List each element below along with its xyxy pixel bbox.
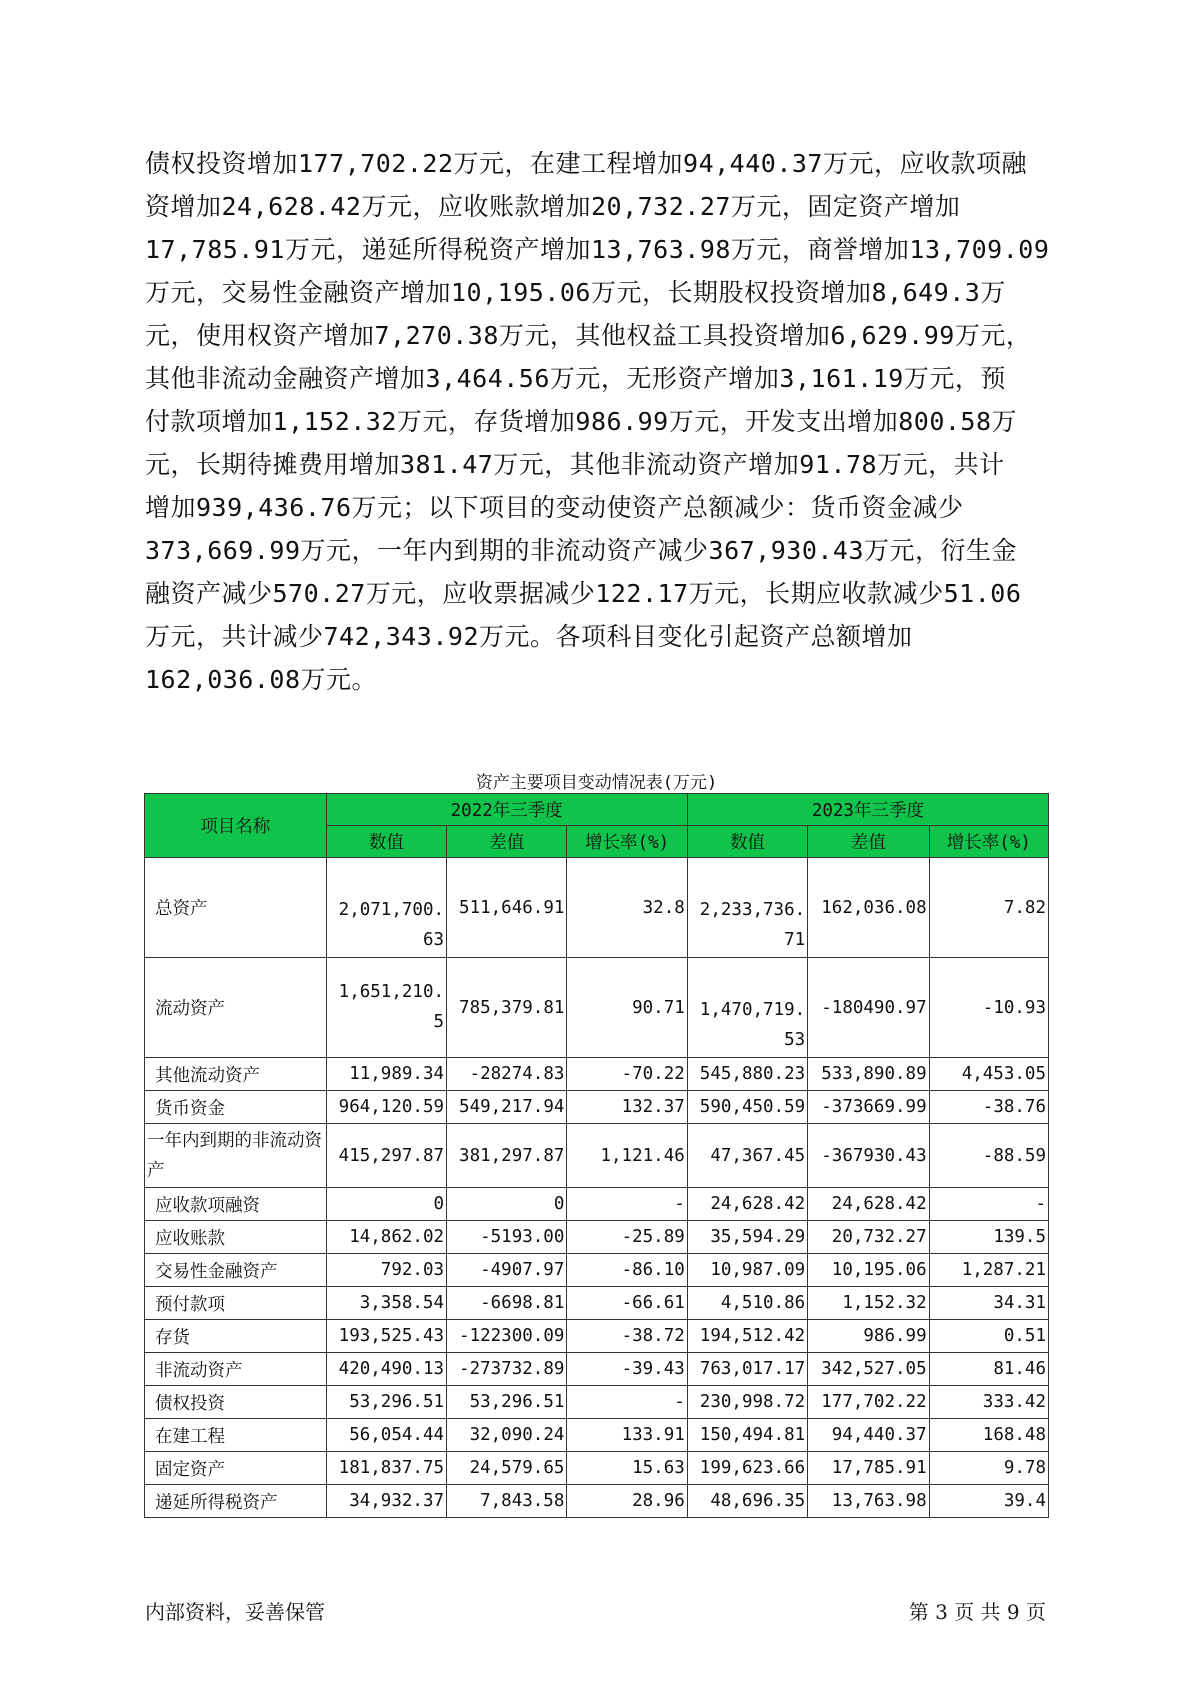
asset-change-table	[144, 793, 1049, 1518]
paragraph-line: 资增加24,628.42万元，应收账款增加20,732.27万元，固定资产增加	[145, 192, 961, 221]
row-item-name: 预付款项	[145, 1287, 327, 1320]
footer-confidential: 内部资料，妥善保管	[145, 1600, 325, 1624]
cell-d22: -122300.09	[447, 1320, 567, 1353]
cell-r23: -	[929, 1188, 1048, 1221]
cell-d22: 7,843.58	[447, 1485, 567, 1518]
cell-r22: -38.72	[567, 1320, 687, 1353]
cell-v22: 14,862.02	[326, 1221, 446, 1254]
cell-v22: 34,932.37	[326, 1485, 446, 1518]
cell-d22: -28274.83	[447, 1058, 567, 1091]
cell-d23: 342,527.05	[808, 1353, 929, 1386]
paragraph-line: 债权投资增加177,702.22万元，在建工程增加94,440.37万元，应收款项融	[145, 149, 1027, 178]
cell-r22: -70.22	[567, 1058, 687, 1091]
cell-v23: 545,880.23	[687, 1058, 807, 1091]
paragraph-line: 17,785.91万元，递延所得税资产增加13,763.98万元，商誉增加13,709.09	[145, 235, 1050, 264]
cell-v23: 24,628.42	[687, 1188, 807, 1221]
header-rate-2022: 增长率(%)	[567, 826, 687, 858]
table-row	[145, 1221, 1049, 1254]
cell-d23: 1,152.32	[808, 1287, 929, 1320]
cell-d22: 549,217.94	[447, 1091, 567, 1124]
table-caption: 资产主要项目变动情况表(万元)	[475, 773, 718, 793]
header-value-2023: 数值	[687, 826, 807, 858]
cell-r23: 333.42	[929, 1386, 1048, 1419]
cell-d22: -6698.81	[447, 1287, 567, 1320]
header-diff-2022: 差值	[447, 826, 567, 858]
row-item-name: 存货	[145, 1320, 327, 1353]
cell-d23: 20,732.27	[808, 1221, 929, 1254]
row-item-name: 总资产	[145, 858, 327, 958]
table-row	[145, 1058, 1049, 1091]
cell-d22: 24,579.65	[447, 1452, 567, 1485]
cell-r22: 15.63	[567, 1452, 687, 1485]
cell-r23: -10.93	[929, 958, 1048, 1058]
cell-r23: 7.82	[929, 858, 1048, 958]
cell-r23: 81.46	[929, 1353, 1048, 1386]
cell-r22: 90.71	[567, 958, 687, 1058]
cell-d22: 53,296.51	[447, 1386, 567, 1419]
cell-v23: 4,510.86	[687, 1287, 807, 1320]
header-period-2022: 2022年三季度	[326, 794, 687, 826]
table-row	[145, 1124, 1049, 1188]
table-row	[145, 1254, 1049, 1287]
paragraph-line: 其他非流动金融资产增加3,464.56万元，无形资产增加3,161.19万元，预	[145, 364, 1006, 393]
paragraph-line: 付款项增加1,152.32万元，存货增加986.99万元，开发支出增加800.58万	[145, 407, 1018, 436]
cell-r22: -25.89	[567, 1221, 687, 1254]
header-diff-2023: 差值	[808, 826, 929, 858]
paragraph-line: 元，使用权资产增加7,270.38万元，其他权益工具投资增加6,629.99万元，	[145, 321, 1032, 350]
cell-v22: 415,297.87	[326, 1124, 446, 1188]
cell-r22: 132.37	[567, 1091, 687, 1124]
header-item-name: 项目名称	[145, 794, 327, 858]
cell-d23: 94,440.37	[808, 1419, 929, 1452]
row-item-name: 债权投资	[145, 1386, 327, 1419]
cell-v22: 11,989.34	[326, 1058, 446, 1091]
cell-r22: -39.43	[567, 1353, 687, 1386]
cell-r22: -66.61	[567, 1287, 687, 1320]
cell-r23: 1,287.21	[929, 1254, 1048, 1287]
cell-r22: 1,121.46	[567, 1124, 687, 1188]
table-row	[145, 858, 1049, 958]
cell-v22: 792.03	[326, 1254, 446, 1287]
row-item-name: 货币资金	[145, 1091, 327, 1124]
cell-v22: 53,296.51	[326, 1386, 446, 1419]
row-item-name: 交易性金融资产	[145, 1254, 327, 1287]
row-item-name: 在建工程	[145, 1419, 327, 1452]
cell-d23: 986.99	[808, 1320, 929, 1353]
cell-d22: 0	[447, 1188, 567, 1221]
cell-r22: 133.91	[567, 1419, 687, 1452]
cell-d23: 162,036.08	[808, 858, 929, 958]
row-item-name: 应收款项融资	[145, 1188, 327, 1221]
cell-v22: 420,490.13	[326, 1353, 446, 1386]
cell-r23: 139.5	[929, 1221, 1048, 1254]
paragraph-line: 增加939,436.76万元；以下项目的变动使资产总额减少：货币资金减少	[145, 493, 964, 522]
paragraph-line: 373,669.99万元，一年内到期的非流动资产减少367,930.43万元，衍生金	[145, 536, 1018, 565]
paragraph-line: 万元，交易性金融资产增加10,195.06万元，长期股权投资增加8,649.3万	[145, 278, 1006, 307]
cell-v23: 230,998.72	[687, 1386, 807, 1419]
cell-r22: 32.8	[567, 858, 687, 958]
cell-v22: 193,525.43	[326, 1320, 446, 1353]
cell-r22: -	[567, 1386, 687, 1419]
cell-d22: 511,646.91	[447, 858, 567, 958]
table-row	[145, 958, 1049, 1058]
cell-d22: -273732.89	[447, 1353, 567, 1386]
table-row	[145, 1452, 1049, 1485]
cell-v23: 590,450.59	[687, 1091, 807, 1124]
cell-d22: 32,090.24	[447, 1419, 567, 1452]
cell-d23: -367930.43	[808, 1124, 929, 1188]
cell-d23: 13,763.98	[808, 1485, 929, 1518]
cell-v22: 0	[326, 1188, 446, 1221]
cell-v22: 56,054.44	[326, 1419, 446, 1452]
cell-r23: 0.51	[929, 1320, 1048, 1353]
paragraph-line: 万元，共计减少742,343.92万元。各项科目变化引起资产总额增加	[145, 622, 913, 651]
cell-d22: 785,379.81	[447, 958, 567, 1058]
cell-r22: -86.10	[567, 1254, 687, 1287]
cell-d23: 10,195.06	[808, 1254, 929, 1287]
table-row	[145, 1419, 1049, 1452]
cell-r23: 39.4	[929, 1485, 1048, 1518]
cell-d22: -4907.97	[447, 1254, 567, 1287]
footer-page-number: 第 3 页 共 9 页	[908, 1600, 1046, 1624]
row-item-name: 递延所得税资产	[145, 1485, 327, 1518]
cell-d23: -180490.97	[808, 958, 929, 1058]
cell-r23: -38.76	[929, 1091, 1048, 1124]
table-row	[145, 1287, 1049, 1320]
paragraph-line: 162,036.08万元。	[145, 665, 378, 694]
row-item-name: 非流动资产	[145, 1353, 327, 1386]
header-rate-2023: 增长率(%)	[929, 826, 1048, 858]
cell-r23: -88.59	[929, 1124, 1048, 1188]
cell-v23: 1,470,719.53	[687, 958, 807, 1058]
cell-v23: 199,623.66	[687, 1452, 807, 1485]
cell-r23: 168.48	[929, 1419, 1048, 1452]
table-row	[145, 1091, 1049, 1124]
cell-d23: 533,890.89	[808, 1058, 929, 1091]
cell-v23: 47,367.45	[687, 1124, 807, 1188]
cell-r22: -	[567, 1188, 687, 1221]
row-item-name: 应收账款	[145, 1221, 327, 1254]
cell-v23: 194,512.42	[687, 1320, 807, 1353]
row-item-name: 流动资产	[145, 958, 327, 1058]
body-paragraph	[145, 142, 1050, 701]
cell-v23: 10,987.09	[687, 1254, 807, 1287]
cell-v23: 763,017.17	[687, 1353, 807, 1386]
cell-d22: -5193.00	[447, 1221, 567, 1254]
table-row	[145, 1353, 1049, 1386]
paragraph-line: 元，长期待摊费用增加381.47万元，其他非流动资产增加91.78万元，共计	[145, 450, 1005, 479]
cell-v23: 150,494.81	[687, 1419, 807, 1452]
row-item-name: 其他流动资产	[145, 1058, 327, 1091]
cell-r23: 4,453.05	[929, 1058, 1048, 1091]
cell-d23: -373669.99	[808, 1091, 929, 1124]
table-row	[145, 1386, 1049, 1419]
cell-v22: 2,071,700.63	[326, 858, 446, 958]
cell-r22: 28.96	[567, 1485, 687, 1518]
table-row	[145, 1485, 1049, 1518]
cell-d23: 177,702.22	[808, 1386, 929, 1419]
cell-v23: 48,696.35	[687, 1485, 807, 1518]
cell-v23: 2,233,736.71	[687, 858, 807, 958]
cell-d22: 381,297.87	[447, 1124, 567, 1188]
cell-v22: 1,651,210.5	[326, 958, 446, 1058]
cell-d23: 24,628.42	[808, 1188, 929, 1221]
cell-v22: 181,837.75	[326, 1452, 446, 1485]
cell-v22: 3,358.54	[326, 1287, 446, 1320]
cell-v23: 35,594.29	[687, 1221, 807, 1254]
cell-r23: 9.78	[929, 1452, 1048, 1485]
table-row	[145, 1320, 1049, 1353]
header-value-2022: 数值	[326, 826, 446, 858]
table-row	[145, 1188, 1049, 1221]
row-item-name: 一年内到期的非流动资产	[145, 1124, 327, 1188]
cell-r23: 34.31	[929, 1287, 1048, 1320]
cell-d23: 17,785.91	[808, 1452, 929, 1485]
header-period-2023: 2023年三季度	[687, 794, 1048, 826]
paragraph-line: 融资产减少570.27万元，应收票据减少122.17万元，长期应收款减少51.06	[145, 579, 1022, 608]
cell-v22: 964,120.59	[326, 1091, 446, 1124]
row-item-name: 固定资产	[145, 1452, 327, 1485]
